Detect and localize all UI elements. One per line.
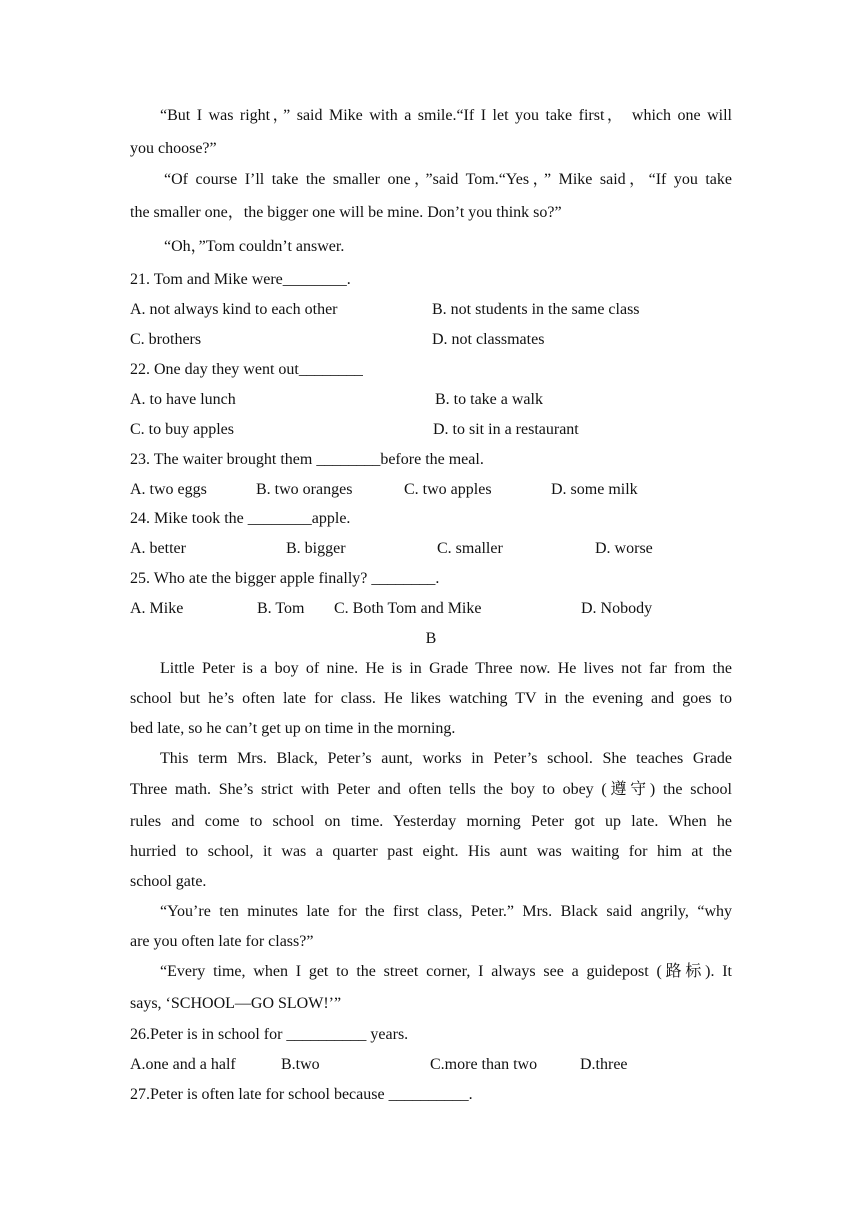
question-stem: 26.Peter is in school for __________ years. [130, 1026, 409, 1043]
option-d: D. some milk [551, 481, 638, 498]
option-b: B. not students in the same class [432, 301, 640, 318]
question-stem: 22. One day they went out________ [130, 361, 363, 378]
option-a: A.one and a half [130, 1056, 236, 1073]
passage-line: “But I was right，” said Mike with a smile.“If I let you take first， which one will [160, 107, 732, 124]
question-stem: 27.Peter is often late for school because __________. [130, 1086, 473, 1103]
passage-line: hurried to school, it was a quarter past eight. His aunt was waiting for him at the [130, 843, 732, 860]
section-heading: B [425, 630, 437, 647]
option-b: B. two oranges [256, 481, 353, 498]
passage-line: “You’re ten minutes late for the first class, Peter.” Mrs. Black said angrily, “why [160, 903, 732, 920]
passage-line: “Oh，”Tom couldn’t answer. [164, 238, 345, 255]
passage-line: are you often late for class?” [130, 933, 314, 950]
option-a: A. two eggs [130, 481, 207, 498]
option-a: A. to have lunch [130, 391, 236, 408]
option-b: B. Tom [257, 600, 305, 617]
passage-line: says, ‘SCHOOL—GO SLOW!’” [130, 995, 342, 1012]
option-c: C. smaller [437, 540, 503, 557]
passage-line: Three math. She’s strict with Peter and often tells the boy to obey (遵守) the school [130, 781, 732, 798]
option-c: C. two apples [404, 481, 492, 498]
option-c: C. brothers [130, 331, 202, 348]
option-b: B. to take a walk [435, 391, 543, 408]
option-c: C.more than two [430, 1056, 538, 1073]
option-b: B.two [281, 1056, 320, 1073]
question-stem: 25. Who ate the bigger apple finally? ________. [130, 570, 440, 587]
question-stem: 21. Tom and Mike were________. [130, 271, 351, 288]
question-stem: 24. Mike took the ________apple. [130, 510, 351, 527]
passage-line: This term Mrs. Black, Peter’s aunt, works in Peter’s school. She teaches Grade [160, 750, 732, 767]
option-d: D.three [580, 1056, 628, 1073]
option-a: A. better [130, 540, 186, 557]
option-b: B. bigger [286, 540, 346, 557]
option-a: A. not always kind to each other [130, 301, 338, 318]
passage-line: rules and come to school on time. Yesterday morning Peter got up late. When he [130, 813, 732, 830]
passage-line: you choose?” [130, 140, 217, 157]
option-c: C. to buy apples [130, 421, 234, 438]
passage-line: school but he’s often late for class. He likes watching TV in the evening and goes to [130, 690, 732, 707]
option-d: D. to sit in a restaurant [433, 421, 579, 438]
option-d: D. worse [595, 540, 653, 557]
passage-line: “Every time, when I get to the street corner, I always see a guidepost (路标). It [160, 963, 732, 980]
passage-line: “Of course I’ll take the smaller one，”said Tom.“Yes，” Mike said，“If you take [164, 171, 732, 188]
passage-line: the smaller one，the bigger one will be mine. Don’t you think so?” [130, 204, 562, 221]
passage-line: Little Peter is a boy of nine. He is in Grade Three now. He lives not far from the [160, 660, 732, 677]
passage-line: school gate. [130, 873, 207, 890]
option-a: A. Mike [130, 600, 184, 617]
option-c: C. Both Tom and Mike [334, 600, 482, 617]
option-d: D. not classmates [432, 331, 545, 348]
passage-line: bed late, so he can’t get up on time in the morning. [130, 720, 456, 737]
option-d: D. Nobody [581, 600, 653, 617]
question-stem: 23. The waiter brought them ________before the meal. [130, 451, 484, 468]
